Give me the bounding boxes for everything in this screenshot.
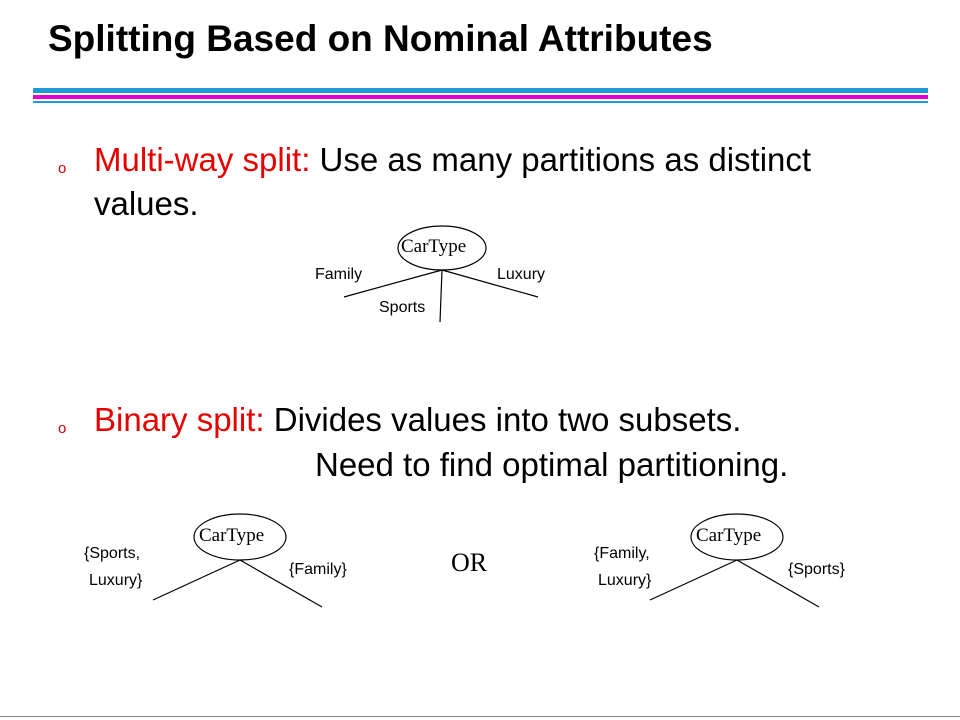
bullet-text: Use as many partitions as distinct — [310, 141, 812, 178]
binary1-left-label-line2: Luxury} — [89, 572, 143, 589]
bullet-binary-line2: Need to find optimal partitioning. — [315, 446, 789, 483]
or-label: OR — [451, 548, 488, 577]
multiway-root-label: CarType — [401, 236, 467, 257]
binary2-left-label-line1: {Family, — [594, 545, 650, 562]
binary1-root-label: CarType — [199, 525, 265, 546]
binary2-right-label: {Sports} — [788, 561, 845, 578]
binary2-left-label-line2: Luxury} — [598, 572, 652, 589]
bullet-text: Divides values into two subsets. — [264, 401, 742, 438]
bullet-marker: o — [58, 420, 67, 437]
branch-label-sports: Sports — [379, 299, 426, 316]
bullet-multiway-line2: values. — [94, 185, 199, 222]
binary1-left-label-line1: {Sports, — [84, 545, 141, 562]
bullet-heading: Binary split: — [94, 401, 265, 438]
binary1-right-label: {Family} — [289, 561, 347, 578]
page-title: Splitting Based on Nominal Attributes — [48, 18, 713, 59]
branch-label-luxury: Luxury — [497, 266, 546, 283]
binary2-left-branch — [650, 560, 737, 600]
bullet-marker: o — [58, 160, 67, 177]
bullet-heading: Multi-way split: — [94, 141, 311, 178]
footer-rule — [0, 716, 960, 717]
branch-line-sports — [440, 270, 442, 322]
bullet-binary-line1 — [94, 398, 741, 442]
binary1-left-branch — [153, 560, 240, 600]
branch-label-family: Family — [315, 266, 363, 283]
binary2-root-label: CarType — [696, 525, 762, 546]
